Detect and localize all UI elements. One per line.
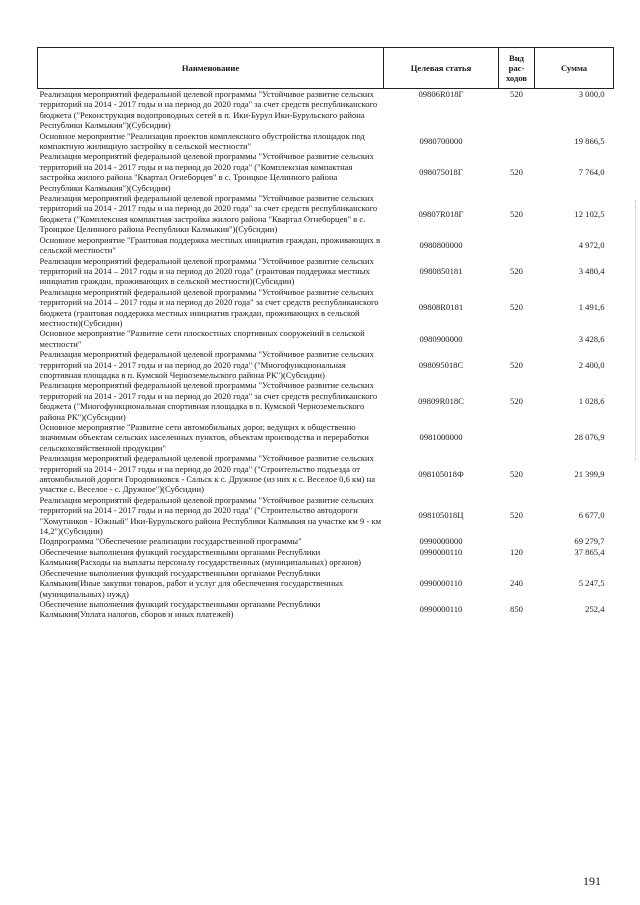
row-target-article: 098095018С bbox=[418, 359, 464, 370]
row-sum: 28 076,9 bbox=[574, 432, 605, 443]
table-row bbox=[38, 453, 614, 495]
row-name: Реализация мероприятий федеральной целевой программы "Устойчивое развитие сельских территорий на 2014 - 2017 годы и на период до 2020 года" за счет средств республиканского бюджета ("Реконструкция водопроводных сетей в п. Ики-Бурул Ики-Бурульского района Республики Калмыкия")(Субсидии) bbox=[39, 89, 378, 131]
table-header-row bbox=[38, 48, 614, 89]
row-target-article: 0990000110 bbox=[419, 546, 463, 557]
row-target-article: 0980800000 bbox=[419, 239, 463, 250]
table-row bbox=[38, 349, 614, 380]
row-target-article: 0990000110 bbox=[419, 578, 463, 589]
row-name: Реализация мероприятий федеральной целевой программы "Устойчивое развитие сельских территорий на 2014 - 2017 годы и на период до 2020 года" за счет средств республиканского бюджета ("Комплексная компактная застройка жилого района "Квартал Огнеборцев" в с. Троицкое Целинного района Республики Калмыкия")(Субсидии) bbox=[39, 193, 378, 235]
row-sum: 6 677,0 bbox=[578, 510, 605, 521]
row-expense-type: 520 bbox=[510, 167, 523, 178]
row-expense-type: 520 bbox=[510, 208, 523, 219]
row-target-article: 098075018Г bbox=[419, 167, 463, 178]
row-sum: 21 399,9 bbox=[574, 468, 605, 479]
row-target-article: 09809R018С bbox=[418, 395, 464, 406]
row-target-article: 0980850181 bbox=[419, 265, 463, 276]
row-name: Реализация мероприятий федеральной целевой программы "Устойчивое развитие сельских территорий на 2014 – 2017 годы и на период до 2020 года" за счет средств республиканского бюджета (грантовая поддержка местных инициатив граждан, проживающих в сельской местности)(Субсидии) bbox=[39, 286, 379, 328]
row-name: Подпрограмма "Обеспечение реализации государственной программы" bbox=[39, 536, 302, 547]
row-target-article: 0981000000 bbox=[419, 432, 463, 443]
row-name: Обеспечение выполнения функций государственными органами Республики Калмыкия(Уплата налогов, сборов и иных платежей) bbox=[39, 598, 321, 620]
row-target-article: 09806R018Г bbox=[418, 89, 464, 99]
row-sum: 2 400,0 bbox=[578, 359, 605, 370]
row-expense-type: 520 bbox=[510, 468, 523, 479]
row-target-article: 0990000110 bbox=[419, 604, 463, 615]
row-expense-type: 850 bbox=[510, 604, 523, 615]
row-sum: 1 491,6 bbox=[578, 302, 605, 313]
table-row bbox=[38, 568, 614, 599]
row-expense-type: 520 bbox=[510, 302, 523, 313]
row-expense-type: 520 bbox=[510, 265, 523, 276]
table-row bbox=[38, 380, 614, 422]
table-row bbox=[38, 328, 614, 349]
row-name: Основное мероприятие "Реализация проектов комплексного обустройства площадок под компактную жилищную застройку в сельской местности" bbox=[39, 130, 365, 152]
row-sum: 3 428,6 bbox=[578, 333, 605, 344]
row-expense-type: 520 bbox=[510, 395, 523, 406]
row-expense-type bbox=[499, 422, 535, 453]
header-expense-type: Вид рас-ходов bbox=[499, 48, 535, 89]
page-number: 191 bbox=[583, 874, 601, 888]
row-name: Реализация мероприятий федеральной целевой программы "Устойчивое развитие сельских территорий на 2014 - 2017 годы и на период до 2020 года" ("Строительство автодороги "Хомутников - Южный" Ики-Бурульского района Республики Калмыкия на участке км 9 - км 14,2")(Субсидии) bbox=[39, 494, 382, 537]
row-target-article: 098105018Ф bbox=[418, 468, 464, 479]
row-name: Обеспечение выполнения функций государственными органами Республики Калмыкия(Иные закупки товаров, работ и услуг для обеспечения государственных (муниципальных) нужд) bbox=[39, 567, 344, 599]
row-name: Реализация мероприятий федеральной целевой программы "Устойчивое развитие сельских территорий на 2014 - 2017 годы и на период до 2020 года" ("Комплексная компактная застройка жилого района "Квартал Огнеборцев" в с. Троицкое Целинного района Республики Калмыкия")(Субсидии) bbox=[39, 151, 374, 193]
row-sum: 1 028,6 bbox=[578, 395, 605, 406]
row-expense-type bbox=[499, 235, 535, 256]
table-row bbox=[38, 151, 614, 193]
row-sum: 252,4 bbox=[585, 604, 605, 615]
header-name: Наименование bbox=[38, 48, 384, 89]
row-name: Основное мероприятие "Развитие сети плоскостных спортивных сооружений в сельской местности" bbox=[39, 328, 365, 349]
row-name: Обеспечение выполнения функций государственными органами Республики Калмыкия(Расходы на выплаты персоналу государственных (муниципальных) органов) bbox=[39, 546, 361, 568]
row-target-article: 09807R018Г bbox=[418, 208, 464, 219]
row-target-article: 0990000000 bbox=[419, 536, 463, 547]
table-body bbox=[38, 89, 614, 620]
row-sum: 12 102,5 bbox=[574, 208, 605, 219]
table-row bbox=[38, 193, 614, 235]
table-row bbox=[38, 89, 614, 131]
row-name: Реализация мероприятий федеральной целевой программы "Устойчивое развитие сельских территорий на 2014 - 2017 годы и на период до 2020 года" за счет средств республиканского бюджета ("Многофункциональная спортивная площадка в п. Кумской Черноземельского района РК")(Субсидии) bbox=[39, 380, 378, 422]
row-target-article: 0980900000 bbox=[419, 333, 463, 344]
row-sum: 3 480,4 bbox=[578, 265, 605, 276]
table-row bbox=[38, 287, 614, 329]
row-expense-type: 120 bbox=[510, 546, 523, 557]
row-sum: 5 247,5 bbox=[578, 578, 605, 589]
row-sum: 7 764,0 bbox=[578, 167, 605, 178]
row-sum: 69 279,7 bbox=[574, 536, 605, 547]
row-name: Реализация мероприятий федеральной целевой программы "Устойчивое развитие сельских территорий на 2014 - 2017 годы и на период до 2020 года" ("Многофункциональная спортивная площадка в п. Кумской Черноземельского района РК")(Субсидии) bbox=[39, 349, 374, 380]
row-expense-type: 520 bbox=[510, 89, 523, 99]
row-sum: 37 865,4 bbox=[574, 546, 605, 557]
row-expense-type bbox=[499, 328, 535, 349]
row-sum: 4 972,0 bbox=[578, 239, 605, 250]
table-row bbox=[38, 256, 614, 287]
row-expense-type: 240 bbox=[510, 578, 523, 589]
row-sum: 3 000,0 bbox=[578, 89, 605, 99]
header-target-article: Целевая статья bbox=[384, 48, 499, 89]
table-row bbox=[38, 235, 614, 256]
table-row bbox=[38, 495, 614, 537]
table-row bbox=[38, 547, 614, 568]
budget-table bbox=[37, 47, 614, 620]
row-target-article: 09808R0181 bbox=[418, 302, 464, 313]
row-expense-type bbox=[499, 131, 535, 152]
header-sum: Сумма bbox=[535, 48, 614, 89]
row-expense-type bbox=[499, 536, 535, 546]
row-target-article: 098105018Ц bbox=[418, 510, 464, 521]
row-expense-type: 520 bbox=[510, 510, 523, 521]
row-name: Основное мероприятие "Развитие сети автомобильных дорог, ведущих к общественно значимым объектам сельских населенных пунктов, объектам производства и переработки сельскохозяйственной продукции" bbox=[39, 422, 369, 453]
row-name: Реализация мероприятий федеральной целевой программы "Устойчивое развитие сельских территорий на 2014 - 2017 годы и на период до 2020 года" ("Строительство подъезда от автомобильной дороги Городовиковск - Сальск к с. Дружное (из них к с. Веселое 0,6 км) на участке с. Веселое - с. Дружное")(Субсидии) bbox=[39, 453, 376, 495]
table-row bbox=[38, 131, 614, 152]
row-name: Основное мероприятие "Грантовая поддержка местных инициатив граждан, проживающих в сельской местности" bbox=[39, 234, 381, 256]
table-row bbox=[38, 422, 614, 453]
row-target-article: 0980700000 bbox=[419, 135, 463, 146]
row-sum: 19 866,5 bbox=[574, 135, 605, 146]
row-expense-type: 520 bbox=[510, 359, 523, 370]
table-row bbox=[38, 599, 614, 620]
table-row bbox=[38, 536, 614, 546]
scan-edge-marks bbox=[635, 200, 637, 460]
row-name: Реализация мероприятий федеральной целевой программы "Устойчивое развитие сельских территорий на 2014 – 2017 годы и на период до 2020 года" (грантовая поддержка местных инициатив граждан, проживающих в сельской местности)(Субсидии) bbox=[39, 255, 374, 287]
